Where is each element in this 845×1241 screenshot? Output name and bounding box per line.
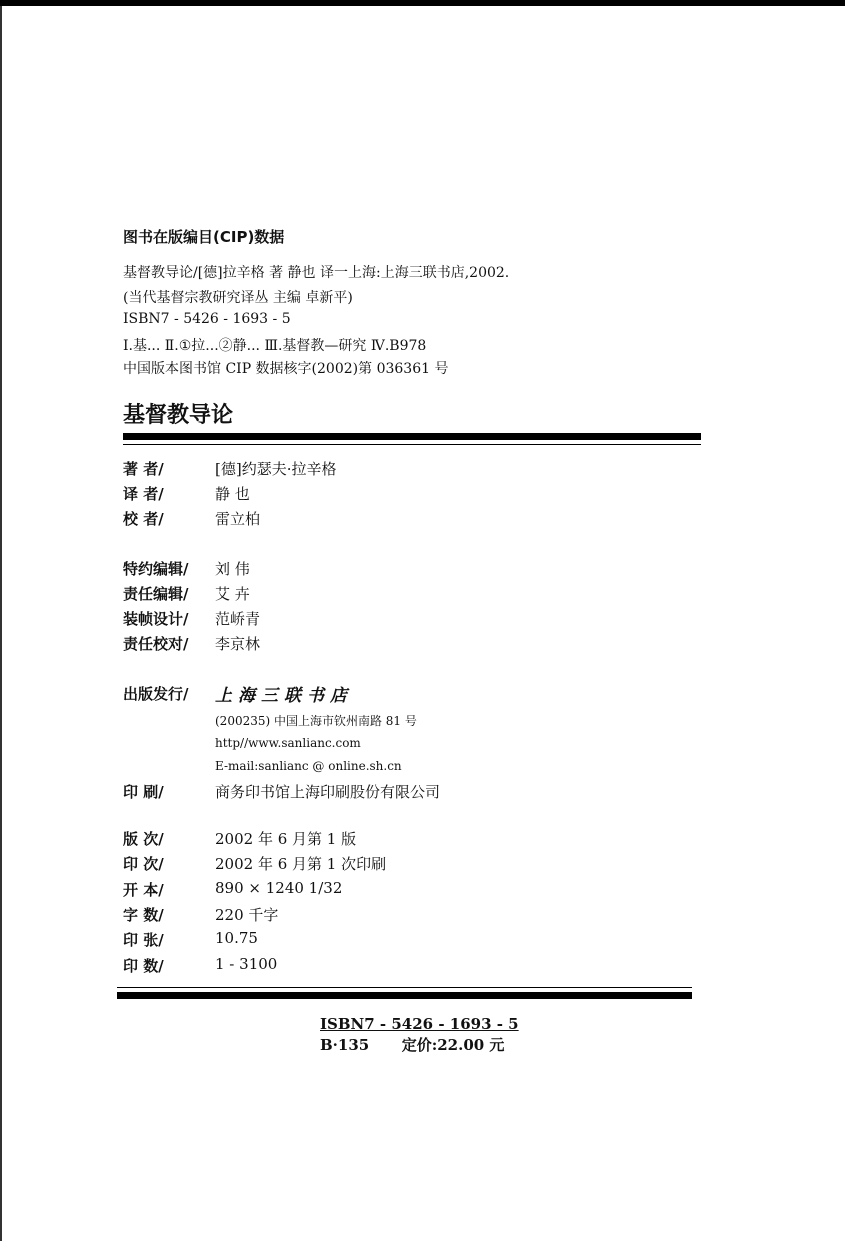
edition-label: 版 次/ — [123, 830, 164, 848]
title-rule-thin — [123, 444, 701, 445]
isbn-block — [320, 1014, 519, 1056]
editor-in-charge-value: 艾 卉 — [215, 585, 250, 603]
cip-line: (当代基督宗教研究译丛 主编 卓新平) — [123, 290, 353, 306]
printer-label: 印 刷/ — [123, 783, 164, 801]
cip-line: 中国版本图书馆 CIP 数据核字(2002)第 036361 号 — [123, 361, 449, 377]
cip-line: ISBN7 - 5426 - 1693 - 5 — [123, 311, 291, 327]
sheets-value: 10.75 — [215, 929, 258, 947]
print-run-label: 印 数/ — [123, 957, 164, 975]
title-rule-thick — [123, 433, 701, 440]
word-count-label: 字 数/ — [123, 906, 164, 924]
author-label: 著 者/ — [123, 460, 164, 478]
print-run-value: 1 - 3100 — [215, 955, 278, 973]
format-value: 890 × 1240 1/32 — [215, 879, 343, 897]
publisher-address: (200235) 中国上海市钦州南路 81 号 — [215, 714, 417, 728]
scan-border-top — [0, 0, 845, 6]
proofreader-label: 校 者/ — [123, 510, 164, 528]
design-label: 装帧设计/ — [123, 610, 189, 628]
price-line — [320, 1035, 519, 1056]
cip-line: Ⅰ.基... Ⅱ.①拉...②静... Ⅲ.基督教—研究 Ⅳ.B978 — [123, 338, 427, 354]
printing-value: 2002 年 6 月第 1 次印刷 — [215, 855, 387, 873]
publisher-label: 出版发行/ — [123, 685, 189, 703]
cip-heading: 图书在版编目(CIP)数据 — [123, 228, 285, 246]
printer-value: 商务印书馆上海印刷股份有限公司 — [215, 783, 441, 801]
proof-label: 责任校对/ — [123, 635, 189, 653]
word-count-value: 220 千字 — [215, 906, 279, 924]
isbn-number: ISBN7 - 5426 - 1693 - 5 — [320, 1015, 519, 1033]
bottom-rule-thick — [117, 992, 692, 999]
special-editor-value: 刘 伟 — [215, 560, 250, 578]
printing-label: 印 次/ — [123, 855, 164, 873]
author-value: [德]约瑟夫·拉辛格 — [215, 460, 337, 478]
publisher-url: http//www.sanlianc.com — [215, 736, 361, 750]
publisher-name: 上海三联书店 — [215, 686, 353, 706]
publisher-email: E-mail:sanlianc @ online.sh.cn — [215, 759, 402, 773]
cip-line: 基督教导论/[德]拉辛格 著 静也 译一上海:上海三联书店,2002. — [123, 265, 510, 281]
classification-code: B·135 — [320, 1036, 370, 1054]
book-title: 基督教导论 — [123, 403, 234, 428]
translator-label: 译 者/ — [123, 485, 164, 503]
edition-value: 2002 年 6 月第 1 版 — [215, 830, 357, 848]
proof-value: 李京林 — [215, 635, 261, 653]
editor-in-charge-label: 责任编辑/ — [123, 585, 189, 603]
scan-border-left — [0, 6, 2, 1241]
bottom-rule-thin — [117, 987, 692, 988]
price: 定价:22.00 元 — [401, 1036, 505, 1054]
special-editor-label: 特约编辑/ — [123, 560, 189, 578]
format-label: 开 本/ — [123, 881, 164, 899]
design-value: 范峤青 — [215, 610, 261, 628]
sheets-label: 印 张/ — [123, 931, 164, 949]
proofreader-value: 雷立柏 — [215, 510, 261, 528]
translator-value: 静 也 — [215, 485, 250, 503]
